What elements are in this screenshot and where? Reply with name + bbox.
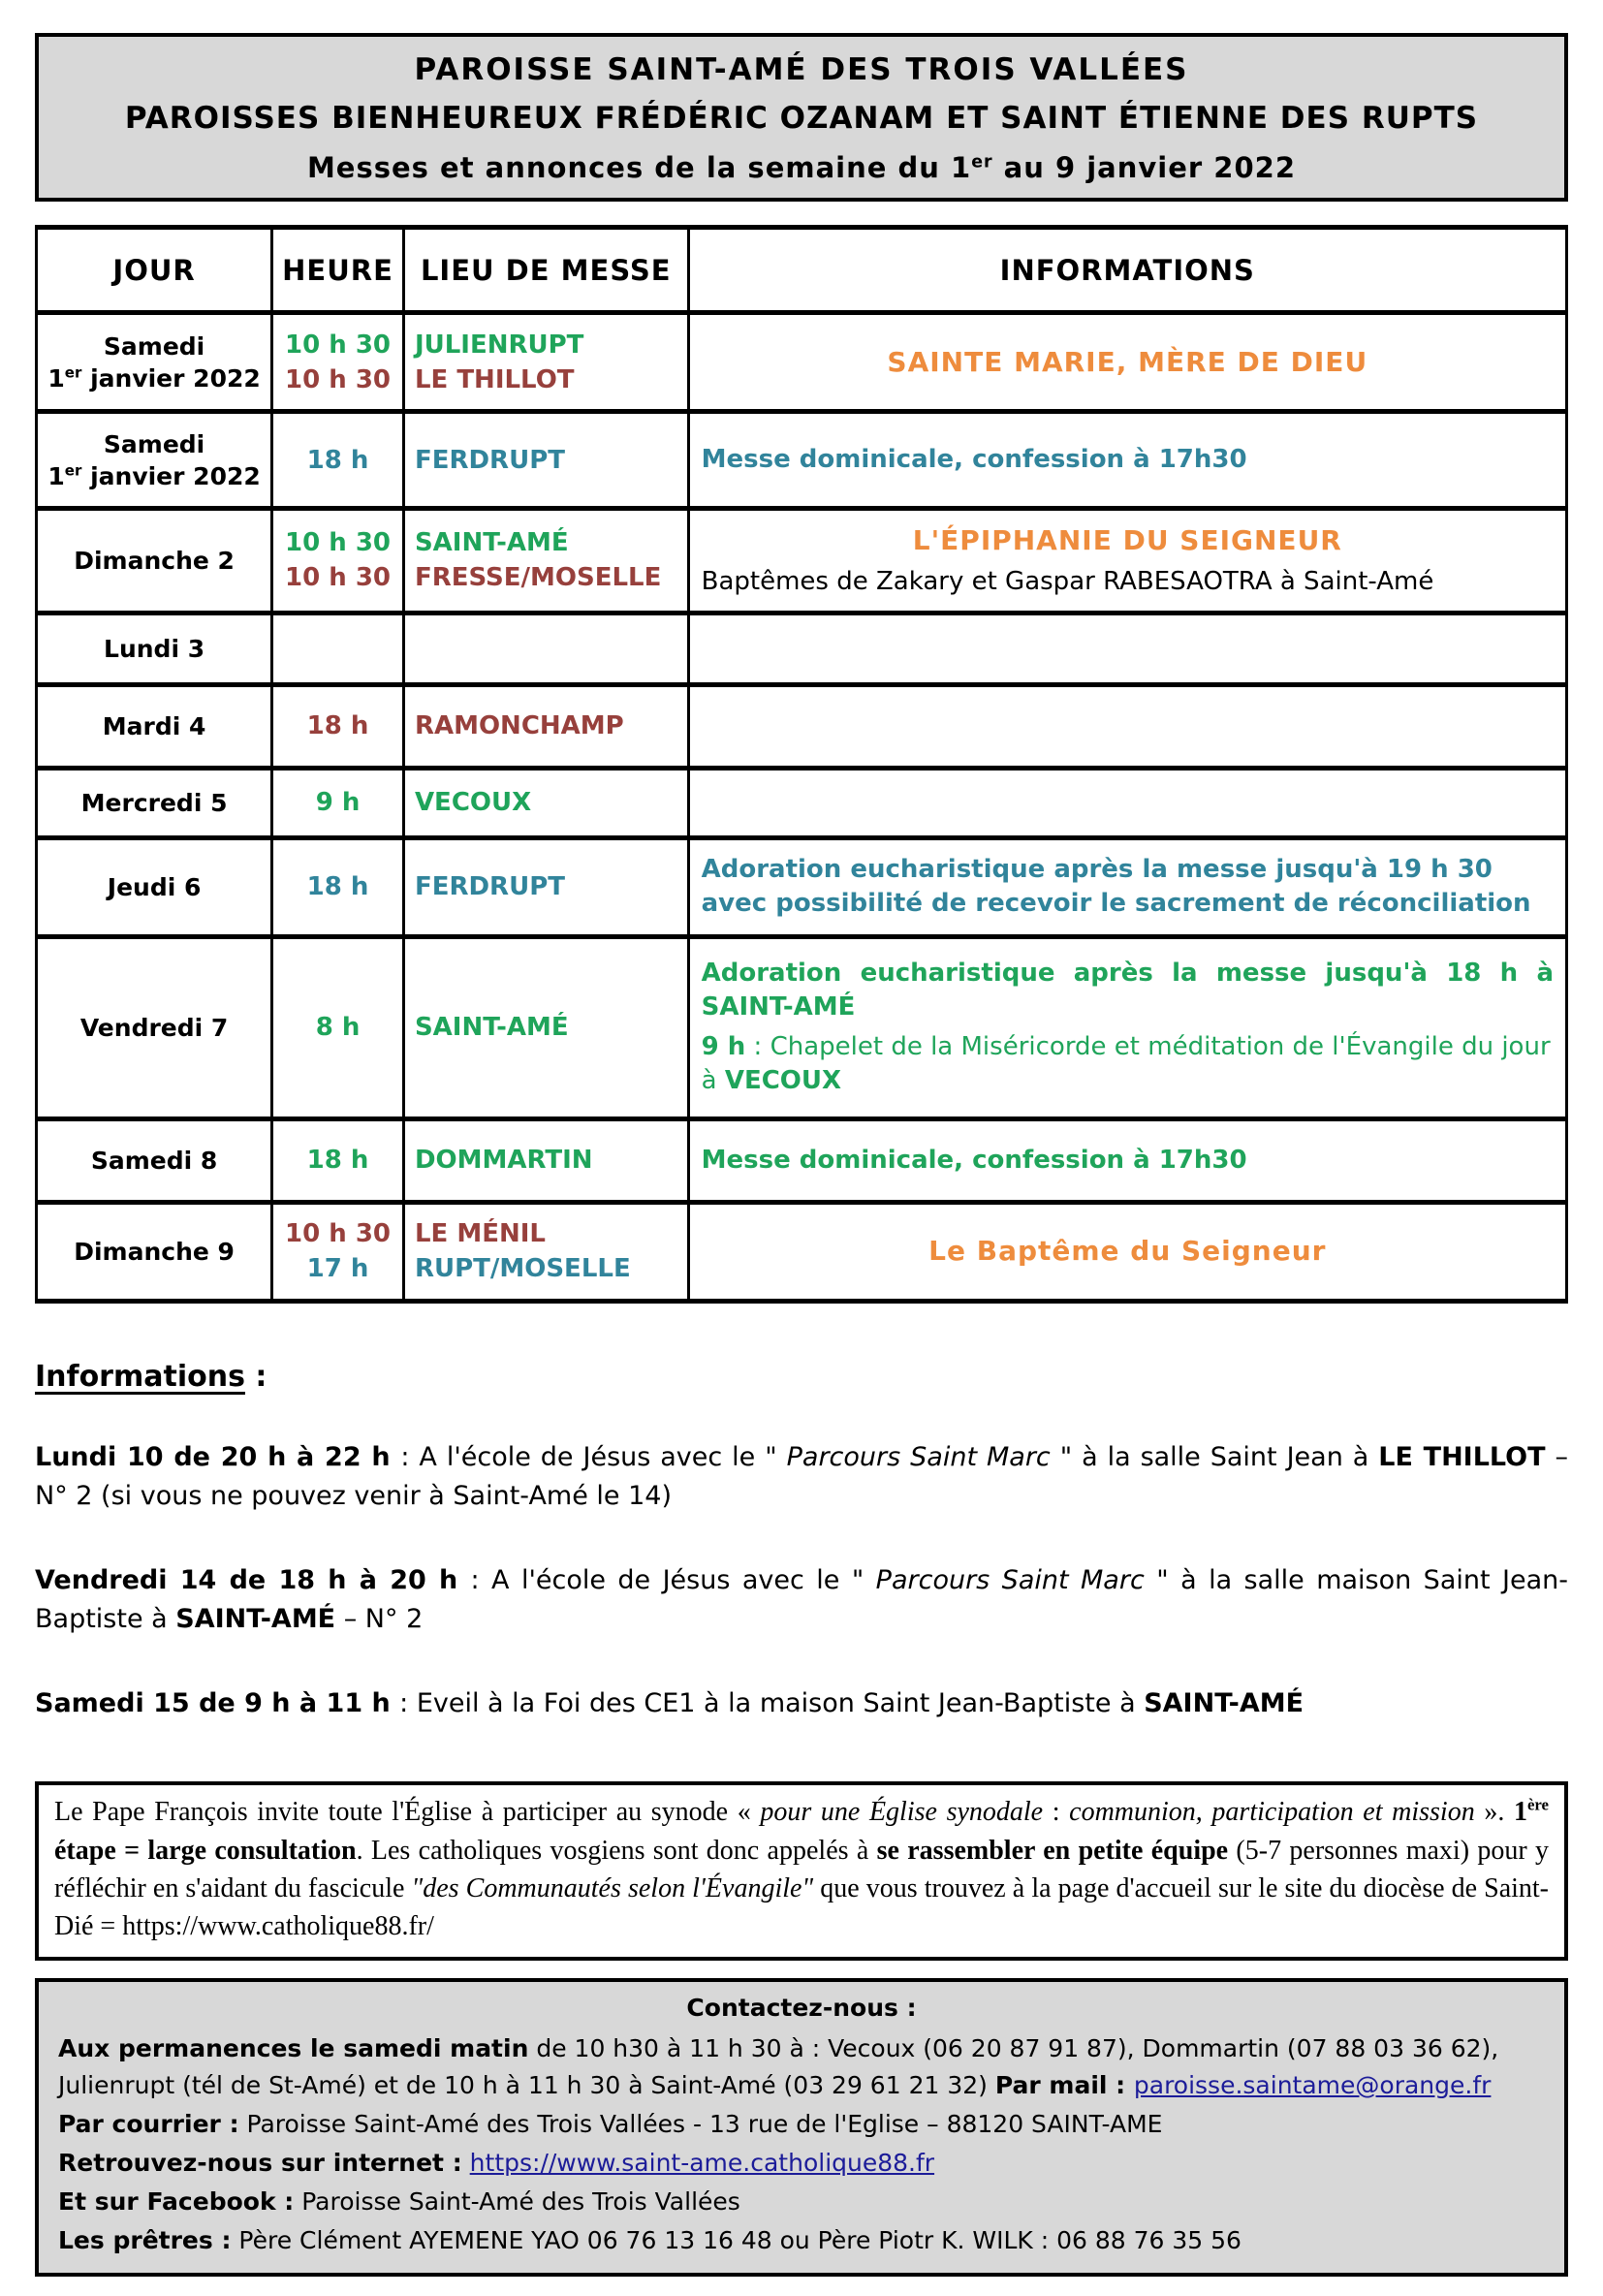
text-segment: Dimanche 2 <box>74 546 235 575</box>
mass-time: 10 h 30 <box>285 563 392 593</box>
table-header-row <box>37 228 1567 313</box>
announcement-paragraph <box>35 1438 1568 1517</box>
synode-notice-box <box>35 1781 1568 1961</box>
mass-place: SAINT-AMÉ <box>414 1013 569 1043</box>
hyperlink[interactable]: paroisse.saintame@orange.fr <box>1133 2071 1492 2100</box>
table-row <box>37 412 1567 509</box>
mass-schedule-table <box>35 225 1568 1304</box>
place-cell <box>403 936 688 1118</box>
time-cell <box>272 837 404 936</box>
informations-section <box>35 1438 1568 1724</box>
contact-box <box>35 1978 1568 2277</box>
text-segment: Adoration eucharistique après la messe jusqu'à 18 h à SAINT-AMÉ <box>701 959 1554 1022</box>
info-paragraph <box>702 1144 1554 1178</box>
text-segment: Messe dominicale, confession à 17h30 <box>701 1145 1247 1175</box>
text-segment: er <box>971 152 993 173</box>
time-cell <box>272 509 404 613</box>
day-cell <box>37 837 272 936</box>
day-cell <box>37 613 272 684</box>
text-segment: janvier 2022 <box>81 363 261 393</box>
announcement-paragraph <box>35 1684 1568 1724</box>
info-paragraph <box>702 1233 1554 1270</box>
mass-place: SAINT-AMÉ <box>414 528 569 558</box>
text-segment: : A l'école de Jésus avec le " <box>400 1441 787 1472</box>
text-segment: Vendredi 14 de 18 h à 20 h <box>35 1564 471 1595</box>
text-segment: 9 h <box>701 1032 746 1062</box>
text-segment: Lundi 3 <box>104 634 205 663</box>
week-subtitle <box>48 151 1555 184</box>
mass-place: LE THILLOT <box>414 364 575 394</box>
place-cell <box>403 684 688 768</box>
text-segment: Samedi <box>103 429 205 458</box>
info-paragraph <box>702 344 1554 381</box>
table-row <box>37 313 1567 412</box>
mass-time: 8 h <box>315 1013 361 1043</box>
text-segment: : Chapelet de la Miséricorde et méditation de l'Évangile du jour à <box>701 1032 1551 1096</box>
text-segment: Messes et annonces de la semaine du 1 <box>306 151 972 184</box>
time-cell <box>272 1118 404 1202</box>
text-segment: Paroisse Saint-Amé des Trois Vallées - 13 rue de l'Eglise – 88120 SAINT-AME <box>238 2110 1163 2139</box>
mass-time: 18 h <box>306 711 369 741</box>
info-paragraph <box>702 1030 1554 1098</box>
day-cell <box>37 768 272 837</box>
info-cell <box>688 313 1566 412</box>
info-cell <box>688 1118 1566 1202</box>
mass-time: 17 h <box>306 1254 369 1284</box>
text-segment: SAINTE MARIE, MÈRE DE DIEU <box>887 345 1368 378</box>
informations-heading-colon: : <box>244 1359 267 1394</box>
parish-title-line2: PAROISSES BIENHEUREUX FRÉDÉRIC OZANAM ET SAINT ÉTIENNE DES RUPTS <box>124 101 1479 136</box>
text-segment: Par courrier : <box>58 2110 239 2139</box>
text-segment: . Les catholiques vosgiens sont donc appelés à <box>356 1835 877 1866</box>
text-segment: SAINT-AMÉ <box>1144 1687 1304 1718</box>
text-segment: Et sur Facebook : <box>58 2187 295 2217</box>
day-cell <box>37 313 272 412</box>
mass-time: 18 h <box>306 445 369 475</box>
text-segment: : <box>1116 2071 1134 2100</box>
text-segment: Paroisse Saint-Amé des Trois Vallées <box>294 2187 740 2217</box>
mass-place: FRESSE/MOSELLE <box>414 563 662 593</box>
text-segment: Dimanche 9 <box>74 1237 235 1266</box>
mass-time: 18 h <box>306 872 369 902</box>
announcement-paragraph <box>35 1561 1568 1640</box>
text-segment: que vous trouvez à la page d'accueil sur le site du diocèse de Saint-Dié = https://www.catholique88.fr/ <box>54 1872 1550 1941</box>
text-segment: "des Communautés selon l'Évangile" <box>411 1872 814 1903</box>
time-cell <box>272 684 404 768</box>
time-cell <box>272 1202 404 1301</box>
text-segment: Les prêtres : <box>58 2226 232 2255</box>
info-cell <box>688 613 1566 684</box>
informations-heading <box>35 1360 1568 1394</box>
text-segment: Par mail <box>994 2071 1116 2100</box>
place-cell <box>403 613 688 684</box>
place-cell <box>403 412 688 509</box>
table-row <box>37 1118 1567 1202</box>
parish-title-line1: PAROISSE SAINT-AMÉ DES TROIS VALLÉES <box>414 52 1189 87</box>
text-segment: ». <box>1474 1797 1514 1828</box>
info-paragraph <box>702 443 1554 477</box>
text-segment: Mercredi 5 <box>80 788 228 817</box>
text-segment: 1 <box>47 461 65 490</box>
text-segment: – N° 2 (si vous ne pouvez venir à Saint-Amé le 14) <box>35 1441 1568 1512</box>
time-cell <box>272 768 404 837</box>
info-cell <box>688 837 1566 936</box>
mass-place: RAMONCHAMP <box>414 711 624 741</box>
mass-time: 10 h 30 <box>285 330 392 360</box>
contact-lines <box>58 2030 1545 2259</box>
mass-time: 9 h <box>315 788 361 818</box>
time-cell <box>272 613 404 684</box>
column-header: JOUR <box>37 228 272 313</box>
text-segment: Baptêmes de Zakary et Gaspar RABESAOTRA à Saint-Amé <box>701 566 1434 596</box>
place-cell <box>403 768 688 837</box>
mass-place: FERDRUPT <box>414 445 565 475</box>
day-cell <box>37 509 272 613</box>
mass-time: 18 h <box>306 1146 369 1176</box>
day-cell <box>37 936 272 1118</box>
table-row <box>37 837 1567 936</box>
contact-line <box>58 2184 1545 2220</box>
text-segment: janvier 2022 <box>81 461 261 490</box>
column-header: LIEU DE MESSE <box>403 228 688 313</box>
text-segment: Vendredi 7 <box>79 1013 229 1042</box>
place-cell <box>403 1202 688 1301</box>
text-segment: de 10 h30 à 11 h 30 à : Vecoux (06 20 87 91 87), Dommartin (07 88 03 36 62), Julienrupt (tél de St-Amé) et de 10 h à 11 h 30 à Saint-Amé (03 29 61 21 32) <box>58 2034 1499 2100</box>
day-cell <box>37 1118 272 1202</box>
info-cell <box>688 1202 1566 1301</box>
contact-line <box>58 2222 1545 2259</box>
text-segment: Parcours Saint Marc <box>875 1564 1145 1595</box>
time-cell <box>272 412 404 509</box>
text-segment: Aux permanences le samedi matin <box>58 2034 529 2063</box>
info-paragraph <box>702 565 1554 599</box>
mass-time: 10 h 30 <box>285 1219 392 1249</box>
text-segment: SAINT-AMÉ <box>175 1604 336 1635</box>
table-row <box>37 768 1567 837</box>
table-row <box>37 684 1567 768</box>
column-header: HEURE <box>272 228 404 313</box>
place-cell <box>403 509 688 613</box>
text-segment: Père Clément AYEMENE YAO 06 76 13 16 48 ou Père Piotr K. WILK : 06 88 76 35 56 <box>231 2226 1242 2255</box>
mass-place: RUPT/MOSELLE <box>414 1254 631 1284</box>
info-paragraph <box>702 957 1554 1024</box>
info-paragraph <box>702 853 1554 921</box>
text-segment: L'ÉPIPHANIE DU SEIGNEUR <box>912 524 1342 556</box>
text-segment: ère <box>1526 1796 1550 1815</box>
day-cell <box>37 684 272 768</box>
text-segment: – N° 2 <box>335 1604 424 1635</box>
text-segment: Le Pape François invite toute l'Église à participer au synode « <box>54 1797 761 1828</box>
mass-place: DOMMARTIN <box>414 1146 593 1176</box>
info-paragraph <box>702 522 1554 559</box>
text-segment <box>462 2149 470 2177</box>
text-segment: se rassembler en petite équipe <box>876 1835 1229 1866</box>
mass-time: 10 h 30 <box>285 528 392 558</box>
info-cell <box>688 936 1566 1118</box>
text-segment: VECOUX <box>724 1066 842 1096</box>
text-segment: Parcours Saint Marc <box>786 1441 1051 1472</box>
contact-line <box>58 2145 1545 2182</box>
place-cell <box>403 837 688 936</box>
text-segment: er <box>64 363 82 382</box>
text-segment: : A l'école de Jésus avec le " <box>470 1564 876 1595</box>
text-segment: au 9 janvier 2022 <box>992 151 1297 184</box>
info-cell <box>688 684 1566 768</box>
contact-title: Contactez-nous : <box>686 1994 917 2023</box>
text-segment: : <box>1043 1797 1070 1828</box>
header-banner <box>35 33 1568 202</box>
mass-place: FERDRUPT <box>414 872 565 902</box>
contact-line <box>58 2106 1545 2143</box>
info-cell <box>688 509 1566 613</box>
text-segment: LE THILLOT <box>1378 1441 1546 1472</box>
table-row <box>37 1202 1567 1301</box>
info-cell <box>688 768 1566 837</box>
place-cell <box>403 1118 688 1202</box>
place-cell <box>403 313 688 412</box>
text-segment: 1 <box>47 363 65 393</box>
text-segment: Retrouvez-nous sur internet : <box>58 2149 462 2178</box>
text-segment: Samedi 15 de 9 h à 11 h <box>35 1687 400 1718</box>
mass-place: LE MÉNIL <box>414 1219 546 1249</box>
time-cell <box>272 313 404 412</box>
table-row <box>37 613 1567 684</box>
text-segment: Lundi 10 de 20 h à 22 h <box>35 1441 401 1472</box>
text-segment: étape = large consultation <box>54 1835 357 1866</box>
text-segment: 1 <box>1513 1797 1527 1828</box>
text-segment: " à la salle maison Saint Jean-Baptiste à <box>35 1564 1568 1635</box>
info-cell <box>688 412 1566 509</box>
column-header: INFORMATIONS <box>688 228 1566 313</box>
text-segment: Jeudi 6 <box>107 872 202 901</box>
contact-line <box>58 2030 1545 2104</box>
text-segment: Adoration eucharistique après la messe jusqu'à 19 h 30 avec possibilité de recevoir le sacrement de réconciliation <box>701 855 1531 919</box>
hyperlink[interactable]: https://www.saint-ame.catholique88.fr <box>469 2149 935 2178</box>
text-segment: pour une Église synodale <box>760 1797 1044 1828</box>
text-segment: " à la salle Saint Jean à <box>1050 1441 1379 1472</box>
table-row <box>37 509 1567 613</box>
day-cell <box>37 1202 272 1301</box>
day-cell <box>37 412 272 509</box>
mass-place: JULIENRUPT <box>414 330 584 360</box>
text-segment: Mardi 4 <box>102 711 206 740</box>
text-segment: Le Baptême du Seigneur <box>928 1235 1327 1268</box>
text-segment: Messe dominicale, confession à 17h30 <box>701 444 1247 474</box>
text-segment: Samedi <box>103 331 205 361</box>
text-segment: er <box>64 461 82 480</box>
text-segment: Samedi 8 <box>90 1146 218 1175</box>
text-segment: : Eveil à la Foi des CE1 à la maison Saint Jean-Baptiste à <box>399 1687 1145 1718</box>
time-cell <box>272 936 404 1118</box>
table-row <box>37 936 1567 1118</box>
mass-place: VECOUX <box>414 788 532 818</box>
text-segment: (5-7 personnes maxi) pour y réfléchir en s'aidant du fascicule <box>54 1835 1549 1903</box>
text-segment: communion, participation et mission <box>1069 1797 1475 1828</box>
mass-time: 10 h 30 <box>285 364 392 394</box>
informations-heading-text: Informations <box>35 1359 245 1394</box>
